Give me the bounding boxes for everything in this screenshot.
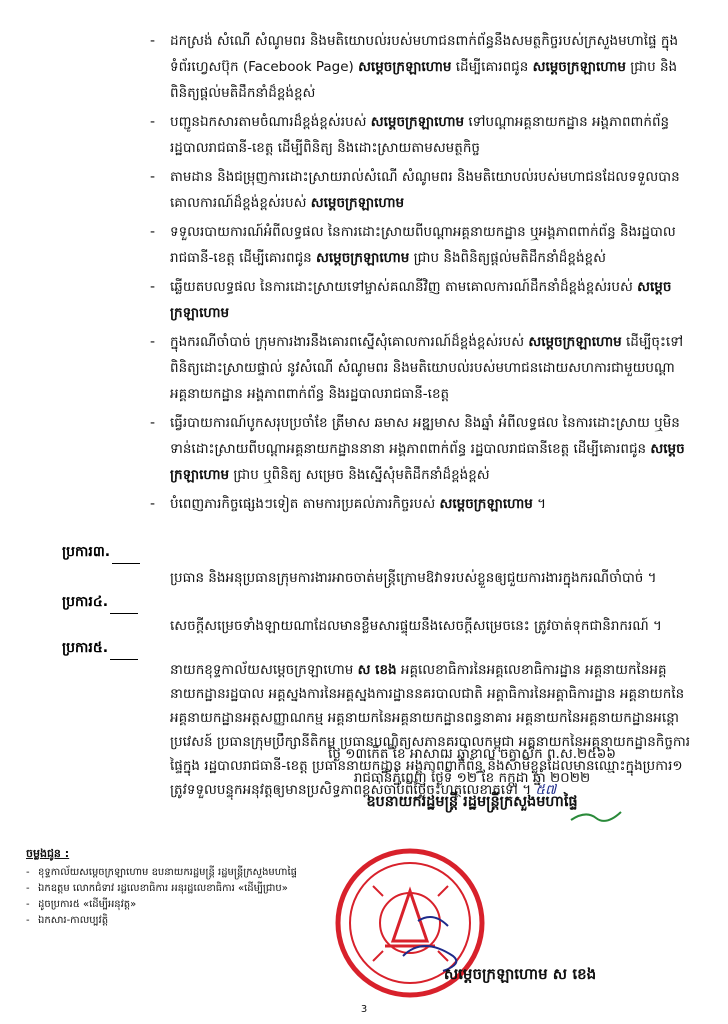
dash-marker: -: [150, 415, 156, 431]
list-item: - តាមដាន និងជម្រុញការដោះស្រាយរាល់សំណើ សំណូមពរ និងមតិយោបល់របស់មហាជនដែលទទួលបានគោលការណ៍ដ៏ខ្ពង់ខ្ពស់របស់ សម្តេចក្រឡាហោម: [150, 164, 690, 216]
page-number: 3: [360, 1004, 368, 1015]
list-item: - ឯកឧត្តម លោកជំទាវ រដ្ឋលេខាធិការ អនុរដ្ឋលេខាធិការ «ដើម្បីជ្រាប»: [26, 883, 288, 894]
initial-mark-icon: [566, 806, 626, 826]
dash-marker: -: [150, 496, 156, 512]
signatory-name: សម្តេចក្រឡាហោម ស ខេង: [443, 965, 597, 983]
list-item: - ដូចប្រការ៥ «ដើម្បីអនុវត្ត»: [26, 899, 137, 910]
dash-marker: -: [150, 224, 156, 240]
dash-marker: -: [150, 279, 156, 295]
dash-marker: -: [150, 169, 156, 185]
cc-recipients: [26, 846, 326, 929]
lunar-date: ថ្ងៃ ១៣កើត ខែ អាសាឍ ឆ្នាំខាល ចត្វាស័ក ព.ស.២៥៦៦: [328, 746, 616, 762]
list-item: - ឆ្លើយតបលទ្ធផល នៃការដោះស្រាយទៅម្ចាស់គណនីវិញ តាមគោលការណ៍ដឹកនាំដ៏ខ្ពង់ខ្ពស់របស់ សម្តេចក្រឡាហោម: [150, 274, 690, 326]
list-item: - ដកស្រង់ សំណើ សំណូមពរ និងមតិយោបល់របស់មហាជនពាក់ព័ន្ធនឹងសមត្ថកិច្ចរបស់ក្រសួងមហាផ្ទៃ ក្នុងទំព័រហ្វេសប៊ុក (Facebook Page) សម្តេចក្រឡាហោម ដើម្បីគោរពជូន សម្តេចក្រឡាហោម ជ្រាប និងពិនិត្យផ្តល់មតិដឹកនាំដ៏ខ្ពង់ខ្ពស់: [150, 28, 690, 106]
article-5-text: នាយកខុទ្ទកាល័យសម្តេចក្រឡាហោម ស ខេង អគ្គលេខាធិការនៃអគ្គលេខាធិការដ្ឋាន អគ្គនាយកនៃអគ្គនាយកដ្ឋានរដ្ឋបាល អគ្គស្នងការនៃអគ្គស្នងការដ្ឋាននគរបាលជាតិ អគ្គាធិការនៃអគ្គាធិការដ្ឋាន អគ្គនាយកនៃអគ្គនាយកដ្ឋានអត្តសញ្ញាណកម្ម អគ្គនាយកនៃអគ្គនាយកដ្ឋានពន្ធនាគារ អគ្គនាយកនៃអគ្គនាយកដ្ឋានអន្តោប្រវេសន៍ ប្រធានក្រុមប្រឹក្សានីតិកម្ម ប្រធានបណ្ឌិត្យសភានគរបាលកម្ពុជា អគ្គនាយកនៃអគ្គនាយកដ្ឋានកិច្ចការផ្ទៃក្នុង រដ្ឋបាលរាជធានី-ខេត្ត ប្រធាននាយកដ្ឋាន អង្គភាពពាក់ព័ន្ធ និងសាមីខ្លួនដែលមានឈ្មោះក្នុងប្រការ១ ត្រូវទទួលបន្ទុកអនុវត្តឲ្យមានប្រសិទ្ធភាពខ្ពស់ចាប់ពីថ្ងៃចុះហត្ថលេខាតទៅ ។ ៥៧: [170, 662, 691, 798]
list-item: - បញ្ជូនឯកសារតាមចំណារដ៏ខ្ពង់ខ្ពស់របស់ សម្តេចក្រឡាហោម ទៅបណ្តាអគ្គនាយកដ្ឋាន អង្គភាពពាក់ព័ន្ធ រដ្ឋបាលរាជធានី-ខេត្ត ដើម្បីពិនិត្យ និងដោះស្រាយតាមសមត្ថកិច្ច: [150, 109, 690, 161]
list-item: - បំពេញភារកិច្ចផ្សេងៗទៀត តាមការប្រគល់ភារកិច្ចរបស់ សម្តេចក្រឡាហោម ។: [150, 491, 690, 517]
list-item: - ទទួលរបាយការណ៍អំពីលទ្ធផល នៃការដោះស្រាយពីបណ្តាអគ្គនាយកដ្ឋាន ឬអង្គភាពពាក់ព័ន្ធ និងរដ្ឋបាលរាជធានី-ខេត្ត ដើម្បីគោរពជូន សម្តេចក្រឡាហោម ជ្រាប និងពិនិត្យផ្តល់មតិដឹកនាំដ៏ខ្ពង់ខ្ពស់: [150, 219, 690, 271]
article-4-text: សេចក្តីសម្រេចទាំងឡាយណាដែលមានខ្លឹមសារផ្ទុយនឹងសេចក្តីសម្រេចនេះ ត្រូវចាត់ទុកជានិរាករណ៍ ។: [170, 618, 662, 634]
solar-date: រាជធានីភ្នំពេញ ថ្ងៃទី ១២ ខែ កក្កដា ឆ្នាំ ២០២២: [353, 770, 591, 786]
article-4-label: ប្រការ៤.: [62, 590, 138, 614]
article-5-label: ប្រការ៥.: [62, 636, 138, 660]
list-item: - ខុទ្ទកាល័យសម្តេចក្រឡាហោម ឧបនាយករដ្ឋមន្ត្រី រដ្ឋមន្ត្រីក្រសួងមហាផ្ទៃ: [26, 867, 297, 878]
signatory-title: ឧបនាយករដ្ឋមន្ត្រី រដ្ឋមន្ត្រីក្រសួងមហាផ្ទៃ: [366, 794, 578, 810]
dash-marker: -: [150, 33, 156, 49]
cc-title: ចម្លងជូន :: [26, 847, 70, 860]
dash-marker: -: [150, 114, 156, 130]
date-block: [252, 742, 692, 814]
duties-list: [150, 28, 690, 520]
list-item: - ក្នុងករណីចាំបាច់ ក្រុមការងារនឹងគោរពស្នើសុំគោលការណ៍ដ៏ខ្ពង់ខ្ពស់របស់ សម្តេចក្រឡាហោម ដើម្បីចុះទៅពិនិត្យដោះស្រាយផ្ទាល់ នូវសំណើ សំណូមពរ និងមតិយោបល់របស់មហាជនដោយសហការជាមួយបណ្តាអគ្គនាយកដ្ឋាន អង្គភាពពាក់ព័ន្ធ និងរដ្ឋបាលរាជធានី-ខេត្ត: [150, 329, 690, 407]
list-item: - ធ្វើរបាយការណ៍បូកសរុបប្រចាំខែ ត្រីមាស ឆមាស អឌ្ឍមាស និងឆ្នាំ អំពីលទ្ធផល នៃការដោះស្រាយ ឬមិនទាន់ដោះស្រាយពីបណ្តាអគ្គនាយកដ្ឋាននានា អង្គភាពពាក់ព័ន្ធ រដ្ឋបាលរាជធានីខេត្ត ដើម្បីគោរពជូន សម្តេចក្រឡាហោម ជ្រាប ឬពិនិត្យ សម្រេច និងស្នើសុំមតិដឹកនាំដ៏ខ្ពង់ខ្ពស់: [150, 410, 690, 488]
dash-marker: -: [150, 334, 156, 350]
article-3-text: ប្រធាន និងអនុប្រធានក្រុមការងារអាចចាត់មន្ត្រីក្រោមឱវាទរបស់ខ្លួនឲ្យជួយការងារក្នុងករណីចាំបាច់ ។: [170, 570, 657, 586]
list-item: - ឯកសារ-កាលប្បវត្តិ: [26, 915, 109, 926]
handwritten-number: ៥៧: [535, 782, 557, 798]
article-3-label: ប្រការ៣.: [62, 540, 140, 564]
